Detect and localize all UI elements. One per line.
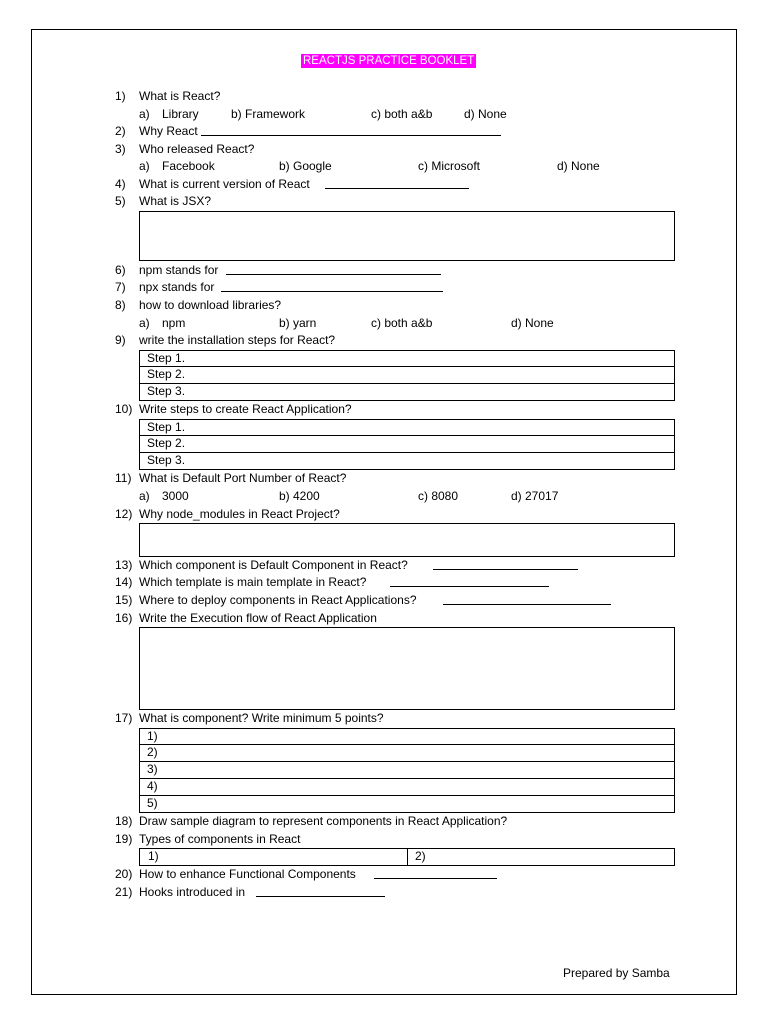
answer-blank[interactable] [325, 177, 469, 189]
question-text: npx stands for [139, 280, 215, 294]
question-text: Who released React? [139, 142, 255, 156]
step-row[interactable]: Step 3. [139, 453, 675, 470]
question-text: Hooks introduced in [139, 885, 246, 899]
option-b: b) 4200 [279, 489, 320, 503]
option-a: Library [162, 107, 199, 121]
question-number: 17) [115, 711, 133, 725]
answer-box[interactable] [139, 211, 675, 261]
question-number: 11) [115, 471, 132, 485]
option-label: a) [139, 316, 150, 330]
step-row[interactable]: Step 2. [139, 436, 675, 453]
option-c: c) both a&b [371, 107, 433, 121]
question-text: Which component is Default Component in React? [139, 558, 408, 572]
question-text: What is component? Write minimum 5 points? [139, 711, 384, 725]
question-text: What is current version of React [139, 177, 310, 191]
question-text: Write the Execution flow of React Application [139, 611, 377, 625]
answer-blank[interactable] [433, 558, 578, 570]
option-d: d) None [557, 159, 600, 173]
option-a: npm [162, 316, 186, 330]
question-number: 20) [115, 867, 133, 881]
point-row[interactable]: 4) [139, 779, 675, 796]
question-text: Write steps to create React Application? [139, 402, 352, 416]
option-a: Facebook [162, 159, 215, 173]
answer-blank[interactable] [226, 263, 441, 275]
question-text: Draw sample diagram to represent components in React Application? [139, 814, 508, 828]
question-text: Why React [139, 124, 198, 138]
answer-blank[interactable] [256, 885, 385, 897]
points-table [139, 728, 675, 813]
option-d: d) None [511, 316, 554, 330]
question-number: 9) [115, 333, 126, 347]
answer-blank[interactable] [390, 575, 549, 587]
question-number: 8) [115, 298, 126, 312]
point-row[interactable]: 3) [139, 762, 675, 779]
question-number: 12) [115, 507, 133, 521]
option-b: b) Google [279, 159, 332, 173]
question-number: 7) [115, 280, 126, 294]
question-number: 16) [115, 611, 133, 625]
question-number: 4) [115, 177, 126, 191]
question-text: Why node_modules in React Project? [139, 507, 340, 521]
step-row[interactable]: Step 1. [139, 419, 675, 436]
answer-blank[interactable] [374, 867, 497, 879]
question-number: 6) [115, 263, 126, 277]
answer-box[interactable] [139, 627, 675, 710]
question-number: 18) [115, 814, 133, 828]
question-text: What is React? [139, 89, 221, 103]
question-text: What is Default Port Number of React? [139, 471, 347, 485]
question-text: What is JSX? [139, 194, 212, 208]
question-number: 15) [115, 593, 133, 607]
type-cell-1[interactable]: 1) [148, 849, 159, 863]
cell-divider [407, 849, 408, 865]
footer-credit: Prepared by Samba [563, 966, 670, 980]
step-row[interactable]: Step 2. [139, 367, 675, 384]
question-text: write the installation steps for React? [139, 333, 336, 347]
booklet-title: REACTJS PRACTICE BOOKLET [303, 55, 475, 67]
question-text: How to enhance Functional Components [139, 867, 356, 881]
question-text: Types of components in React [139, 832, 301, 846]
option-c: c) both a&b [371, 316, 433, 330]
question-text: Where to deploy components in React Applications? [139, 593, 417, 607]
question-number: 3) [115, 142, 126, 156]
option-b: b) Framework [231, 107, 306, 121]
question-text: Which template is main template in React? [139, 575, 367, 589]
question-number: 21) [115, 885, 133, 899]
option-c: c) Microsoft [418, 159, 481, 173]
option-label: a) [139, 159, 150, 173]
answer-blank[interactable] [443, 593, 611, 605]
step-row[interactable]: Step 1. [139, 350, 675, 367]
type-cell-2[interactable]: 2) [415, 849, 426, 863]
option-a: 3000 [162, 489, 189, 503]
answer-blank[interactable] [201, 124, 501, 136]
question-number: 2) [115, 124, 126, 138]
option-b: b) yarn [279, 316, 317, 330]
option-d: d) 27017 [511, 489, 559, 503]
point-row[interactable]: 2) [139, 745, 675, 762]
question-number: 13) [115, 558, 133, 572]
option-label: a) [139, 489, 150, 503]
steps-table [139, 350, 675, 401]
point-row[interactable]: 1) [139, 728, 675, 745]
question-number: 19) [115, 832, 133, 846]
option-d: d) None [464, 107, 507, 121]
question-number: 5) [115, 194, 126, 208]
question-number: 14) [115, 575, 133, 589]
question-number: 1) [115, 89, 126, 103]
question-number: 10) [115, 402, 133, 416]
option-c: c) 8080 [418, 489, 459, 503]
point-row[interactable]: 5) [139, 796, 675, 813]
answer-blank[interactable] [221, 280, 443, 292]
question-text: how to download libraries? [139, 298, 282, 312]
step-row[interactable]: Step 3. [139, 384, 675, 401]
steps-table [139, 419, 675, 470]
option-label: a) [139, 107, 150, 121]
question-text: npm stands for [139, 263, 219, 277]
types-table [139, 848, 675, 866]
answer-box[interactable] [139, 523, 675, 557]
